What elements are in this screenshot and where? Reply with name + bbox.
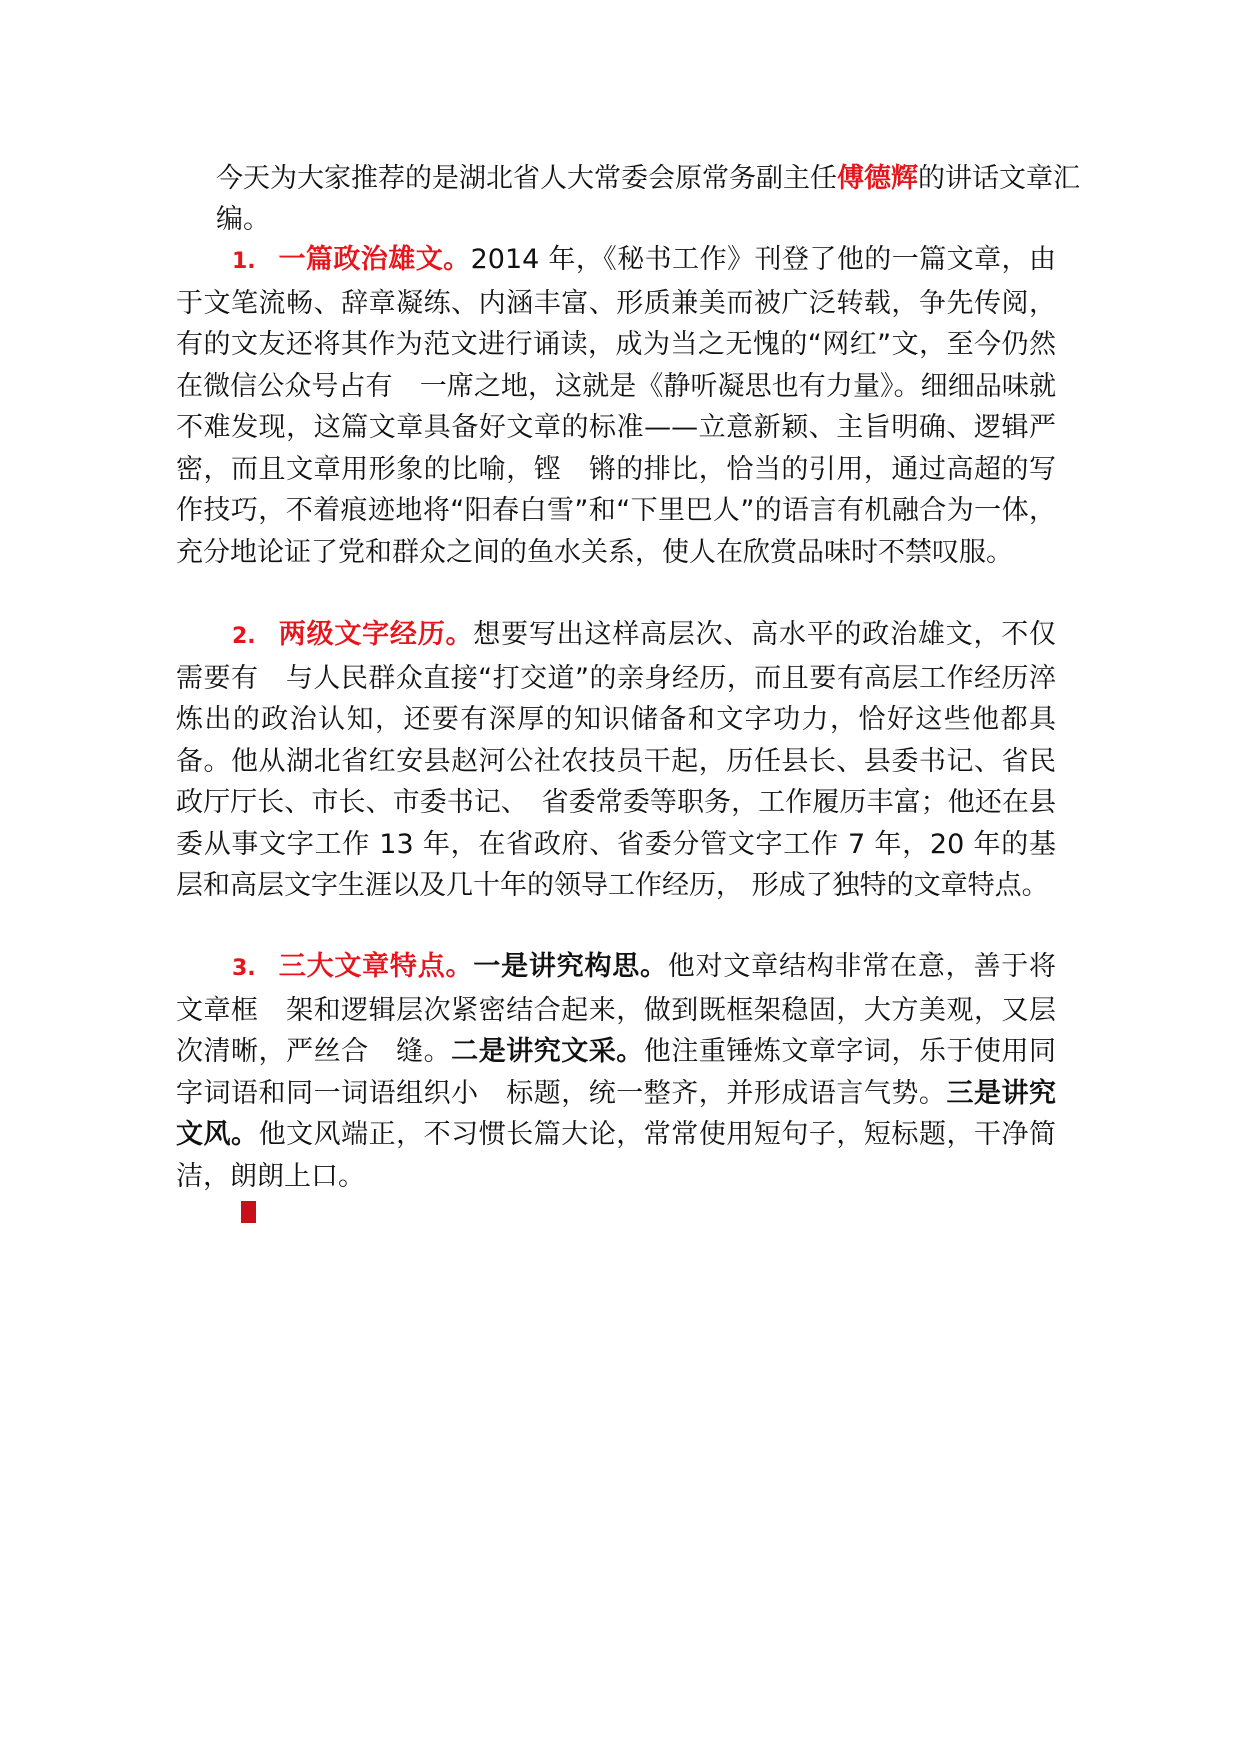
point-2-text: 他注重锤炼文章字词，乐于使用同字词语和同一词语组织小 标题，统一整齐，并形成语言气势。: [176, 1036, 1057, 1109]
point-1-text: 他对文章结构非常在意，善于将文章框 架和逻辑层次紧密结合起来，做到既框架稳固，大方美观，又层次清晰，严丝合 缝。: [176, 951, 1057, 1067]
section-1-text: 2014 年，《秘书工作》刊登了他的一篇文章，由于文笔流畅、辞章凝练、内涵丰富、形质兼美而被广泛转载，争先传阅，有的文友还将其作为范文进行诵读，成为当之无愧的“网红”文，至今仍然在微信公众号占有 一席之地，这就是《静听凝思也有力量》。细细品味就不难发现，这篇文章具备好文章的标准——立意新颖、主旨明确、逻辑严密，而且文章用形象的比喻，铿 锵的排比，恰当的引用，通过高超的写作技巧，不着痕迹地将“阳春白雪”和“下里巴人”的语言有机融合为一体，充分地论证了党和群众之间的鱼水关系，使人在欣赏品味时不禁叹服。: [176, 244, 1057, 568]
intro-text-before: 今天为大家推荐的是湖北省人大常委会原常务副主任: [216, 163, 837, 194]
section-1-heading: 一篇政治雄文。: [278, 244, 471, 275]
point-1-title: 一是讲究构思。: [473, 951, 668, 982]
section-2-heading: 两级文字经历。: [278, 619, 474, 650]
point-3-text: 他文风端正，不习惯长篇大论，常常使用短句子，短标题，干净简洁，朗朗上口。: [176, 1119, 1057, 1192]
section-1-paragraph: [176, 239, 1056, 573]
section-2-paragraph: [176, 614, 1056, 907]
intro-text-after: 的讲话文章汇编。: [216, 163, 1080, 235]
section-3-paragraph: [176, 946, 1056, 1197]
section-2-number: 2.: [232, 624, 256, 649]
section-1-number: 1.: [232, 249, 256, 274]
section-3-number: 3.: [232, 956, 256, 981]
highlighted-name: 傅德辉: [837, 163, 918, 194]
end-mark-icon: [241, 1201, 256, 1223]
intro-paragraph: [216, 158, 1106, 240]
section-3-heading: 三大文章特点。: [278, 951, 474, 982]
section-2-text: 想要写出这样高层次、高水平的政治雄文，不仅需要有 与人民群众直接“打交道”的亲身经历，而且要有高层工作经历淬炼出的政治认知，还要有深厚的知识储备和文字功力，恰好这些他都具备。他从湖北省红安县赵河公社农技员干起，历任县长、县委书记、省民政厅厅长、市长、市委书记、 省委常委等职务，工作履历丰富；他还在县委从事文字工作 13 年，在省政府、省委分管文字工作 7 年，20 年的基层和高层文字生涯以及几十年的领导工作经历， 形成了独特的文章特点。: [176, 619, 1057, 901]
point-3-title: 三是讲究文风。: [176, 1077, 1057, 1150]
point-2-title: 二是讲究文采。: [451, 1036, 644, 1067]
